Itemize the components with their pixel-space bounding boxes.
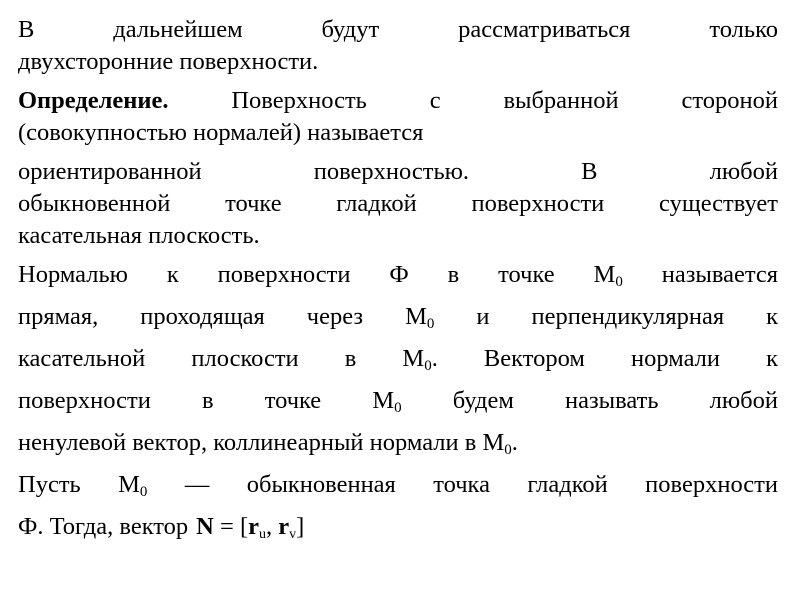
subscript: 0 — [424, 358, 432, 374]
paragraph-2-line-3 — [18, 156, 778, 188]
text-run: и перпендикулярная к — [434, 303, 778, 330]
formula-text: = [ — [213, 513, 249, 540]
definition-term: Определение. — [18, 87, 169, 114]
formula-vector-n: N — [196, 513, 214, 540]
formula-vector-r: r — [248, 513, 259, 540]
subscript: 0 — [139, 484, 148, 500]
paragraph-3-line-1 — [18, 259, 778, 291]
paragraph-3-line-5 — [18, 427, 778, 459]
paragraph-2-line-5 — [18, 220, 778, 252]
text-run: — обыкновенная точка гладкой поверхности — [147, 471, 778, 498]
text-run: . — [511, 429, 518, 456]
text-run: обыкновенной точке гладкой поверхности существует — [18, 190, 778, 217]
text-run: Ф. Тогда, вектор — [18, 513, 189, 540]
paragraph-4-line-2 — [18, 511, 778, 543]
text-run: В дальнейшем будут рассматриваться только — [18, 16, 778, 43]
paragraph-3-line-3 — [18, 343, 778, 375]
formula-vector-r: r — [278, 513, 290, 540]
text-run: (совокупностью нормалей) называется — [18, 119, 424, 146]
text-run: будем называть любой — [401, 387, 778, 414]
text-run: Поверхность с выбранной стороной — [168, 87, 778, 114]
paragraph-1-line-1 — [18, 14, 778, 46]
text-run: прямая, проходящая через М — [18, 303, 427, 330]
slide-content — [18, 14, 778, 543]
text-run: касательная плоскость. — [18, 222, 260, 249]
formula-text: , — [265, 513, 279, 540]
text-run: . Вектором нормали к — [431, 345, 778, 372]
text-run: называется — [622, 261, 778, 288]
text-run: Пусть М — [18, 471, 140, 498]
normal-vector-formula — [196, 511, 304, 543]
paragraph-3-line-2 — [18, 301, 778, 333]
paragraph-3-line-4 — [18, 385, 778, 417]
text-run: двухсторонние поверхности. — [18, 48, 319, 75]
paragraph-1-line-2 — [18, 46, 778, 78]
text-run: Нормалью к поверхности Ф в точке М — [18, 261, 616, 288]
paragraph-2-line-1 — [18, 85, 778, 117]
text-run: поверхности в точке М — [18, 387, 395, 414]
paragraph-2-line-4 — [18, 188, 778, 220]
text-run: ориентированной поверхностью. В любой — [18, 158, 778, 185]
paragraph-4-line-1 — [18, 469, 778, 501]
subscript: 0 — [615, 274, 623, 290]
text-run: касательной плоскости в М — [18, 345, 425, 372]
subscript: 0 — [394, 400, 402, 416]
text-run: ненулевой вектор, коллинеарный нормали в М — [18, 429, 505, 456]
subscript: v — [289, 527, 297, 542]
subscript: 0 — [426, 316, 435, 332]
subscript: 0 — [504, 442, 512, 458]
subscript: u — [258, 527, 266, 542]
formula-text: ] — [296, 513, 305, 540]
paragraph-2-line-2 — [18, 117, 778, 149]
